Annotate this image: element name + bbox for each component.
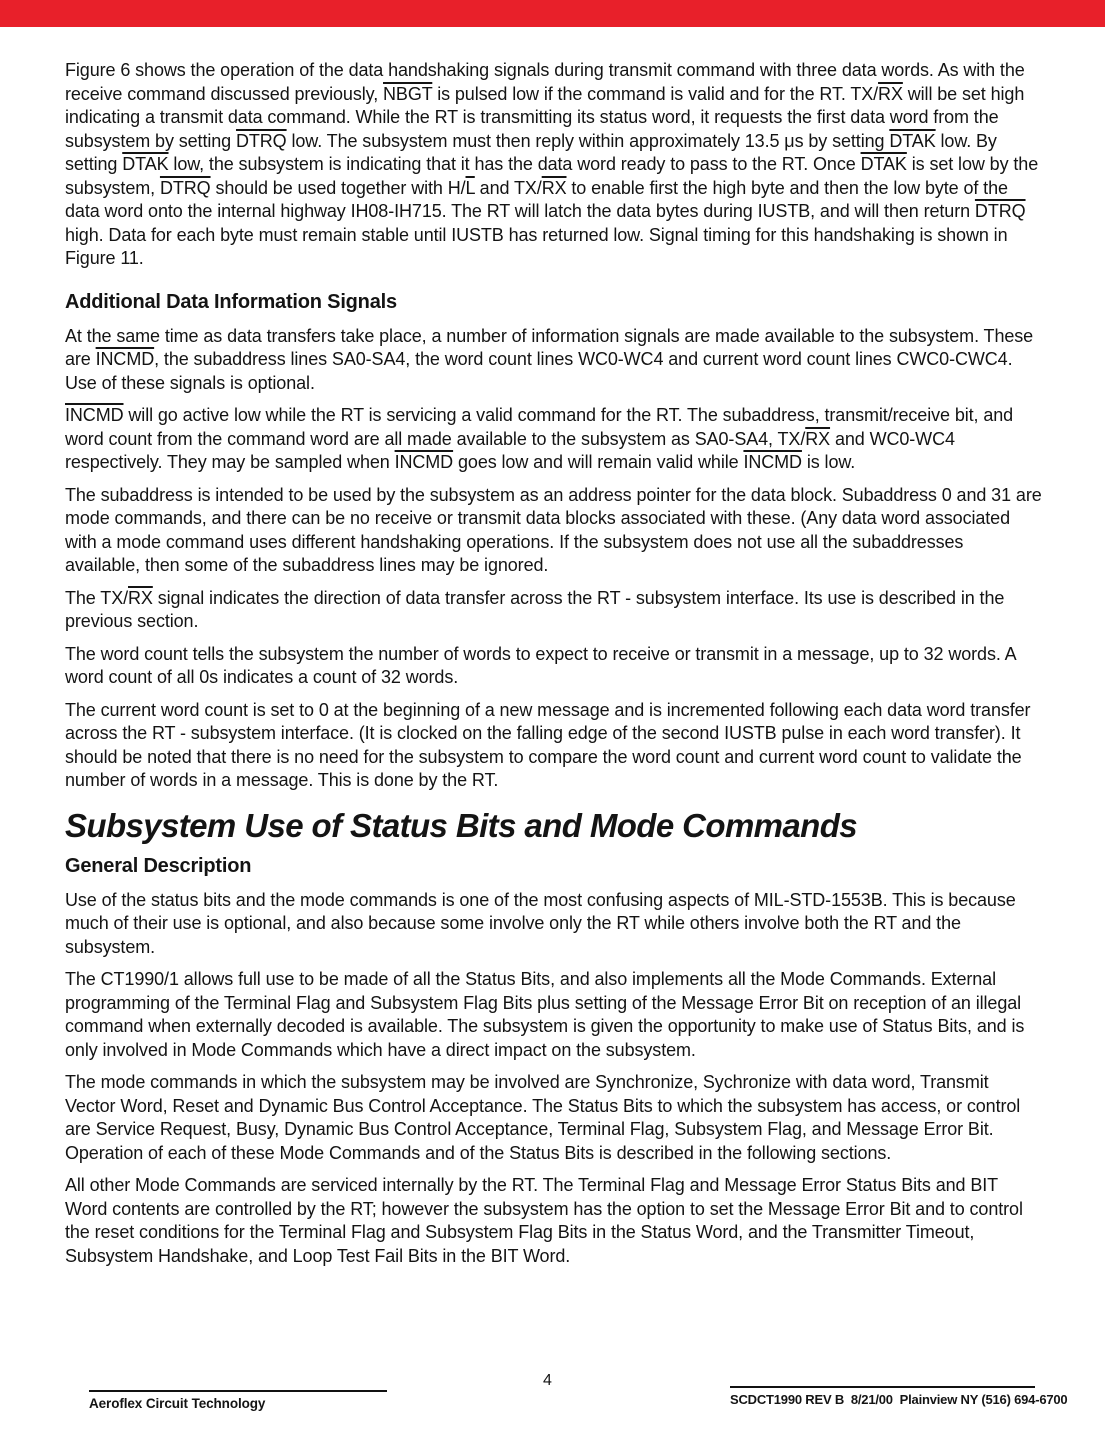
overlined-signal-name: $\overline{L}$ [465,177,475,198]
text-run: low. The subsystem must then reply within approximately 13.5 μs by setting [286,130,890,151]
text-run: will be set high indicating a transmit data command. While the RT is transmitting its status word, it requests the first data word from the subsystem by setting [65,83,1025,151]
paragraph-information-signals [65,325,1042,396]
text-run: goes low and will remain valid while [453,452,744,472]
paragraph-ct1990-full-use [65,968,1042,1062]
text-run: should be used together with H/ [210,177,466,198]
heading-additional-data-information-signals: Additional Data Information Signals [65,290,397,313]
text-run: Use of the status bits and the mode commands is one of the most confusing aspects of MIL-STD-1553B. This is because much of their use is optional, and also because some involve only the RT while others involve both the RT and the subsystem. [65,889,1016,957]
page-number: 4 [543,1372,552,1389]
overlined-signal-name: $\overline{RX}$ [128,587,153,608]
overlined-signal-name: DTRQ [974,201,1026,221]
text-run: low, the subsystem is indicating that it has the data word ready to pass to the RT. Once [168,154,861,174]
text-run: is pulsed low if the command is valid and for the RT. TX/ [432,83,879,104]
paragraph-subaddress [65,484,1042,578]
text-run: is low. [801,452,856,472]
text-run: Figure 6 shows the operation of the data handshaking signals during transmit command with three data words. As with the receive command discussed previously, [65,60,1025,104]
overlined-signal-name: INCMD [65,405,124,425]
overlined-signal-name: INCMD [394,452,454,472]
text-run: will go active low while the RT is servicing a valid command for the RT. The subaddress, transmit/receive bit, and word count from the command word are all made available to the subsystem as SA0-SA4, TX/ [65,405,1014,449]
text-run: The TX/ [65,587,128,608]
text-run: The word count tells the subsystem the number of words to expect to receive or transmit in a message, up to 32 words. A word count of all 0s indicates a count of 32 words. [65,643,1016,687]
text-run: is set low by the subsystem, [65,154,1039,198]
paragraph-incmd [65,404,1042,475]
text-run: low. By setting [65,130,997,174]
overlined-signal-name: $\overline{RX}$ [878,83,903,104]
text-run: to enable first the high byte and then the low byte of the data word onto the internal highway IH08-IH715. The RT will latch the data bytes during IUSTB, and will then return [65,177,1008,221]
paragraph-word-count [65,643,1042,690]
overlined-signal-name: INCMD [95,349,155,369]
text-run: The current word count is set to 0 at the beginning of a new message and is incremented following each data word transfer across the RT - subsystem interface. (It is clocked on the falling edge of the second IUSTB pulse in each word transfer). It should be noted that there is no need for the subsystem to compare the word count and current word count to validate the number of words in a message. This is done by the RT. [65,699,1031,790]
overlined-signal-name: DTAK [122,154,169,174]
text-run: The subaddress is intended to be used by the subsystem as an address pointer for the data block. Subaddress 0 and 31 are mode commands, and there can be no receive or transmit data blocks associated with these. (Any data word associated with a mode command uses different handshaking operations. If the subsystem does not use all the subaddresses available, then some of the subaddress lines may be ignored. [65,484,1042,575]
paragraph-other-mode-commands [65,1174,1042,1268]
text-run: and WC0-WC4 respectively. They may be sampled when [65,428,955,472]
text-run: , the subaddress lines SA0-SA4, the word count lines WC0-WC4 and current word count lines CWC0-CWC4. Use of these signals is optional. [65,349,1013,393]
heading-subsystem-use-of-status-bits: Subsystem Use of Status Bits and Mode Commands [65,806,858,844]
footer-doc-reference: SCDCT1990 REV B 8/21/00 Plainview NY (516) 694-6700 [730,1386,1035,1407]
paragraph-status-bits-confusing [65,889,1042,960]
heading-general-description: General Description [65,854,252,877]
paragraph-current-word-count [65,699,1042,793]
footer-company-name: Aeroflex Circuit Technology [89,1390,387,1411]
overlined-signal-name: DTRQ [159,177,211,198]
top-red-bar [0,0,1105,27]
text-run: and TX/ [474,177,542,198]
overlined-signal-name: DTAK [860,154,907,174]
text-run: The mode commands in which the subsystem may be involved are Synchronize, Sychronize with data word, Transmit Vector Word, Reset and Dynamic Bus Control Acceptance. The Status Bits to which the subsystem has access, or control are Service Request, Busy, Dynamic Bus Control Acceptance, Terminal Flag, Subsystem Flag, and Message Error Bit. Operation of each of these Mode Commands and of the Status Bits is described in the following sections. [65,1072,1021,1163]
paragraph-txrx-signal [65,587,1042,634]
overlined-signal-name: DTAK [889,130,936,151]
paragraph-mode-commands-involved [65,1071,1042,1165]
text-run: high. Data for each byte must remain stable until IUSTB has returned low. Signal timing for this handshaking is shown in Figure 11. [65,224,1008,268]
page-content [65,59,1042,1277]
overlined-signal-name: $\overline{RX}$ [541,177,567,198]
text-run: signal indicates the direction of data transfer across the RT - subsystem interface. Its use is described in the previous section. [65,587,1005,631]
overlined-signal-name: $\overline{RX}$ [805,428,831,449]
text-run: At the same time as data transfers take place, a number of information signals are made available to the subsystem. These are [65,325,1034,369]
paragraph-data-handshaking [65,59,1042,271]
overlined-signal-name: NBGT [383,83,433,104]
overlined-signal-name: DTRQ [235,130,287,151]
text-run: All other Mode Commands are serviced internally by the RT. The Terminal Flag and Message Error Status Bits and BIT Word contents are controlled by the RT; however the subsystem has the option to set the Message Error Bit and to control the reset conditions for the Terminal Flag and Subsystem Flag Bits in the Status Word, and the Transmitter Timeout, Subsystem Handshake, and Loop Test Fail Bits in the BIT Word. [65,1175,1023,1266]
overlined-signal-name: INCMD [743,452,802,472]
text-run: The CT1990/1 allows full use to be made of all the Status Bits, and also implements all the Mode Commands. External programming of the Terminal Flag and Subsystem Flag Bits plus setting of the Message Error Bit on reception of an illegal command when externally decoded is available. The subsystem is given the opportunity to make use of Status Bits, and is only involved in Mode Commands which have a direct impact on the subsystem. [65,969,1025,1060]
